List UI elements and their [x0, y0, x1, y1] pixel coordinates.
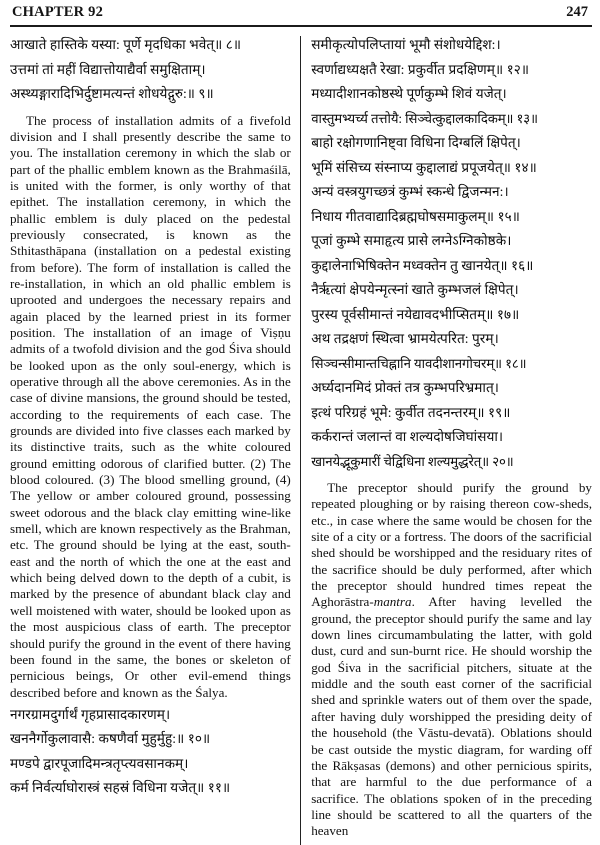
- right-column: [301, 33, 592, 845]
- verse-line: अर्घ्यदानमिदं प्रोक्तं तत्र कुम्भपरिभ्रमात्।: [311, 380, 499, 395]
- verse-line: अन्यं वस्त्रयुगच्छत्रं कुम्भं स्कन्धे द्विजन्मन:।: [311, 184, 509, 199]
- verse-line: पुरस्य पूर्वसीमान्तं नयेद्यावदभीप्सितम्॥ १७॥: [311, 306, 520, 322]
- verse-line: कर्म निर्वर्त्याघोरास्त्रं सहस्रं विधिना यजेत्॥ ११॥: [10, 780, 231, 796]
- verse-line: नगरग्रामदुर्गार्थं गृहप्रासादकारणम्।: [10, 706, 171, 722]
- left-column: [10, 33, 300, 845]
- verse-line: खननैर्गोकुलावासै: कषणैर्वा मुहुर्मुहु:॥ १०॥: [10, 731, 211, 747]
- two-column-body: [10, 33, 592, 845]
- verse-line: आखाते हास्तिके यस्या: पूर्णे मृदधिका भवेत्॥ ८॥: [10, 37, 242, 52]
- right-prose-paragraph: [311, 480, 592, 840]
- verse-line: बाहो रक्षोगणानिष्ट्वा विधिना दिग्बलिं क्षिपेत्।: [311, 135, 521, 150]
- mantra-italic-term: mantra: [373, 594, 412, 610]
- page-number: 247: [566, 4, 588, 20]
- verse-line: खानयेद्भूकुमारीं चेद्विधिना शल्यमुद्धरेत्॥ २०॥: [311, 453, 514, 469]
- left-verses-bottom: [10, 703, 291, 801]
- header-rule: [10, 25, 592, 27]
- verse-line: सिञ्चन्सीमान्तचिह्नानि यावदीशानगोचरम्॥ १८॥: [311, 355, 527, 371]
- verse-line: नैर्ऋत्यां क्षेपयेन्मृत्स्नां खाते कुम्भजलं क्षिपेत्।: [311, 282, 519, 297]
- prose-text-before-italic: The preceptor should purify the ground by repeated ploughing or by raising thereon cow-sheds, etc., in case where the same would be chosen for the site of a city or a fortress. The doors of the sacrificial shed should be worshipped and the residuary rites of the sacrifice should be duly performed, after which the preceptor should hundred times repeat the Aghorāstra-: [311, 480, 592, 610]
- spacer: [10, 107, 291, 111]
- verse-line: अस्थ्यङ्गारादिभिर्दुष्टामत्यन्तं शोधयेद्गुरु:॥ ९॥: [10, 86, 214, 101]
- verse-line: निधाय गीतवाद्यादिब्रह्मघोषसमाकुलम्॥ १५॥: [311, 208, 520, 224]
- verse-line: अथ तद्रक्षणं स्थित्वा भ्रामयेत्परित: पुरम्।: [311, 331, 499, 346]
- prose-text-after-italic: . After having levelled the ground, the preceptor should purify the same and lay down lines circumambulating the latter, with gold dust, curd and sun-burnt rice. He should worship the god Śiva in the sacrificial pitchers, situate at the middle and the south east corner of the sacrificial shed and sprinkle waters out of them over the spade, after having duly worshipped the presiding deity of the household (the Vāstu-devatā). Oblations should be cast outside the mystic diagram, for warding off the Rākṣasas (demons) and other pernicious spirits, that are harmful to the due performance of a sacrifice. The oblations spoken of in the preceding line should be scattered to all the quarters of the heaven: [311, 594, 592, 839]
- chapter-label: CHAPTER 92: [12, 4, 104, 20]
- left-verses-top: [10, 33, 291, 107]
- verse-line: समीकृत्योपलिप्तायां भूमौ संशोधयेद्दिश:।: [311, 37, 501, 52]
- verse-line: स्वर्णाद्यध्यक्षतै रेखा: प्रकुर्वीत प्रदक्षिणम्॥ १२॥: [311, 61, 530, 77]
- verse-line: कुद्दालेनाभिषिक्तेन मध्वक्तेन तु खानयेत्॥ १६॥: [311, 257, 534, 273]
- verse-line: भूमिं संसिच्य संस्नाप्य कुद्दालाद्यं प्रपूजयेत्॥ १४॥: [311, 159, 537, 175]
- verse-line: मण्डपे द्वारपूजादिमन्त्रतृप्त्यवसानकम्।: [10, 755, 189, 771]
- right-verses: [311, 33, 592, 474]
- verse-line: इत्थं परिग्रहं भूमे: कुर्वीत तदनन्तरम्॥ १९॥: [311, 404, 511, 420]
- running-head: [12, 4, 588, 26]
- verse-line: पूजां कुम्भे समाहृत्य प्रासे लग्नेऽग्निकोष्ठके।: [311, 233, 512, 248]
- verse-line: मध्यादीशानकोष्ठस्थे पूर्णकुम्भे शिवं यजेत्।: [311, 86, 507, 101]
- left-prose-paragraph: The process of installation admits of a fivefold division and I shall presently describe the same to you. The installation ceremony in which the slab or part of the phallic emblem known as the Brahmaśilā, is united with the former, is only worthy of that epithet. The installation ceremony, in which the phallic emblem is duly placed on the pedestal previously consecrated, is known as the Sthitasthāpana (installation on a pedestal existing from before). The form of installation is called the re-installation, in which an old phallic emblem is uprooted and undergoes the necessary repairs and again placed by the learned priest in its former position. The installation of an image of Viṣṇu admits of a twofold division and the god Śiva should be looked upon as the only soul-energy, which is operative through all the above ceremonies. As in the case of divine mansions, the ground should be tested, according to the requirements of each case. The grounds are divided into five classes each marked by its distinctive traits, such as the white coloured ground emitting odorous of clarified butter. (2) The blood coloured. (3) The blood smelling ground, (4) The yellow or amber coloured ground, possessing sweet odorous and the black clay emitting wine-like smell, which are known respectively as the Brahman, etc. The ground should be lying at the east, south-east and the north of which the one at the east and which being delved down to the depth of a cubit, is marked by the presence of abundant black clay and well moistened with water, should be looked upon as the most auspicious class of earth. The preceptor should purify the ground in the event of there having been found in the same, the bones or skeleton of pernicious beings, Or other evil-emend things described before and known as the Śalya.: [10, 112, 291, 700]
- spacer: [311, 474, 592, 478]
- verse-line: उत्तमां तां महीं विद्यात्तोयाद्यैर्वा समुक्षिताम्।: [10, 61, 206, 77]
- verse-line: कर्करान्तं जलान्तं वा शल्यदोषजिघांसया।: [311, 429, 504, 444]
- verse-line: वास्तुमभ्यर्च्य तत्तोयै: सिञ्चेत्कुद्दालकादिकम्॥ १३॥: [311, 110, 538, 126]
